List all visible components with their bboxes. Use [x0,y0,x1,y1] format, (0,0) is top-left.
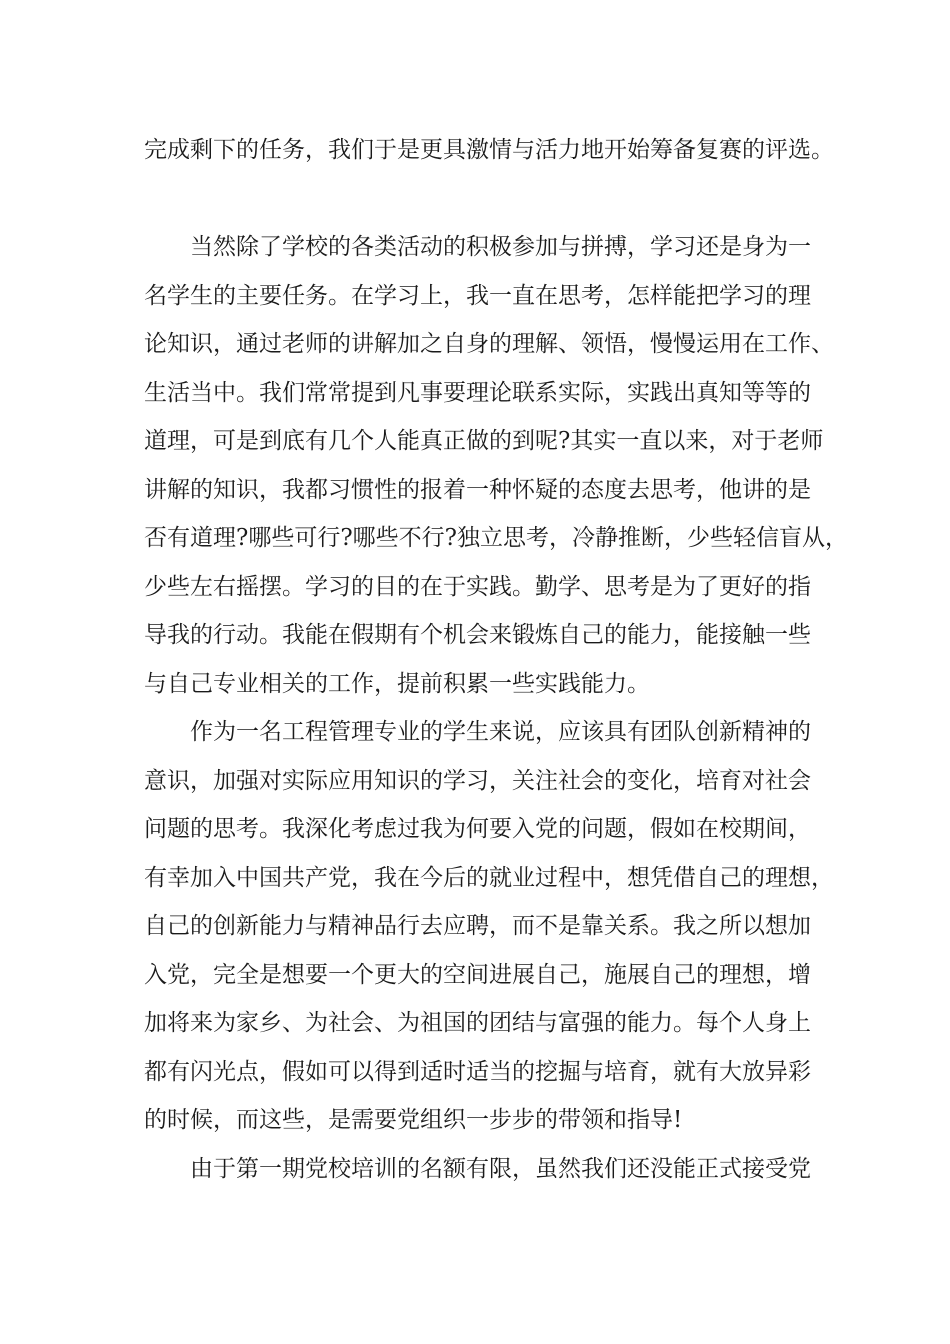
text-line: 由于第一期党校培训的名额有限，虽然我们还没能正式接受党 [190,1155,811,1182]
text-line: 问题的思考。我深化考虑过我为何要入党的问题，假如在校期间， [144,816,811,842]
text-line: 否有道理?哪些可行?哪些不行?独立思考，冷静推断，少些轻信盲从， [144,525,848,551]
text-line: 少些左右摇摆。学习的目的在于实践。勤学、思考是为了更好的指 [144,573,811,600]
text-line: 的时候，而这些，是需要党组织一步步的带领和指导! [144,1107,683,1133]
text-line: 生活当中。我们常常提到凡事要理论联系实际，实践出真知等等的 [144,379,811,406]
text-line: 意识，加强对实际应用知识的学习，关注社会的变化，培育对社会 [144,767,811,794]
text-line: 名学生的主要任务。在学习上，我一直在思考，怎样能把学习的理 [144,282,811,309]
text-line: 论知识，通过老师的讲解加之自身的理解、领悟，慢慢运用在工作、 [144,331,834,357]
text-line: 有幸加入中国共产党，我在今后的就业过程中，想凭借自己的理想， [144,864,834,891]
text-line: 自己的创新能力与精神品行去应聘，而不是靠关系。我之所以想加 [144,913,811,939]
paragraph-gap [144,175,814,224]
text-line: 当然除了学校的各类活动的积极参加与拼搏，学习还是身为一 [190,234,811,260]
text-line: 讲解的知识，我都习惯性的报着一种怀疑的态度去思考，他讲的是 [144,476,811,503]
text-line: 完成剩下的任务，我们于是更具激情与活力地开始筹备复赛的评选。 [144,137,834,163]
text-line: 都有闪光点，假如可以得到适时适当的挖掘与培育，就有大放异彩 [144,1058,811,1085]
text-line: 导我的行动。我能在假期有个机会来锻炼自己的能力，能接触一些 [144,622,811,648]
body-text [144,126,848,1193]
text-line: 道理，可是到底有几个人能真正做的到呢?其实一直以来，对于老师 [144,428,824,454]
text-line: 入党，完全是想要一个更大的空间进展自己，施展自己的理想，增 [144,961,811,988]
text-line: 加将来为家乡、为社会、为祖国的团结与富强的能力。每个人身上 [144,1010,811,1036]
text-line: 作为一名工程管理专业的学生来说，应该具有团队创新精神的 [190,719,811,745]
text-line: 与自己专业相关的工作，提前积累一些实践能力。 [144,670,650,697]
